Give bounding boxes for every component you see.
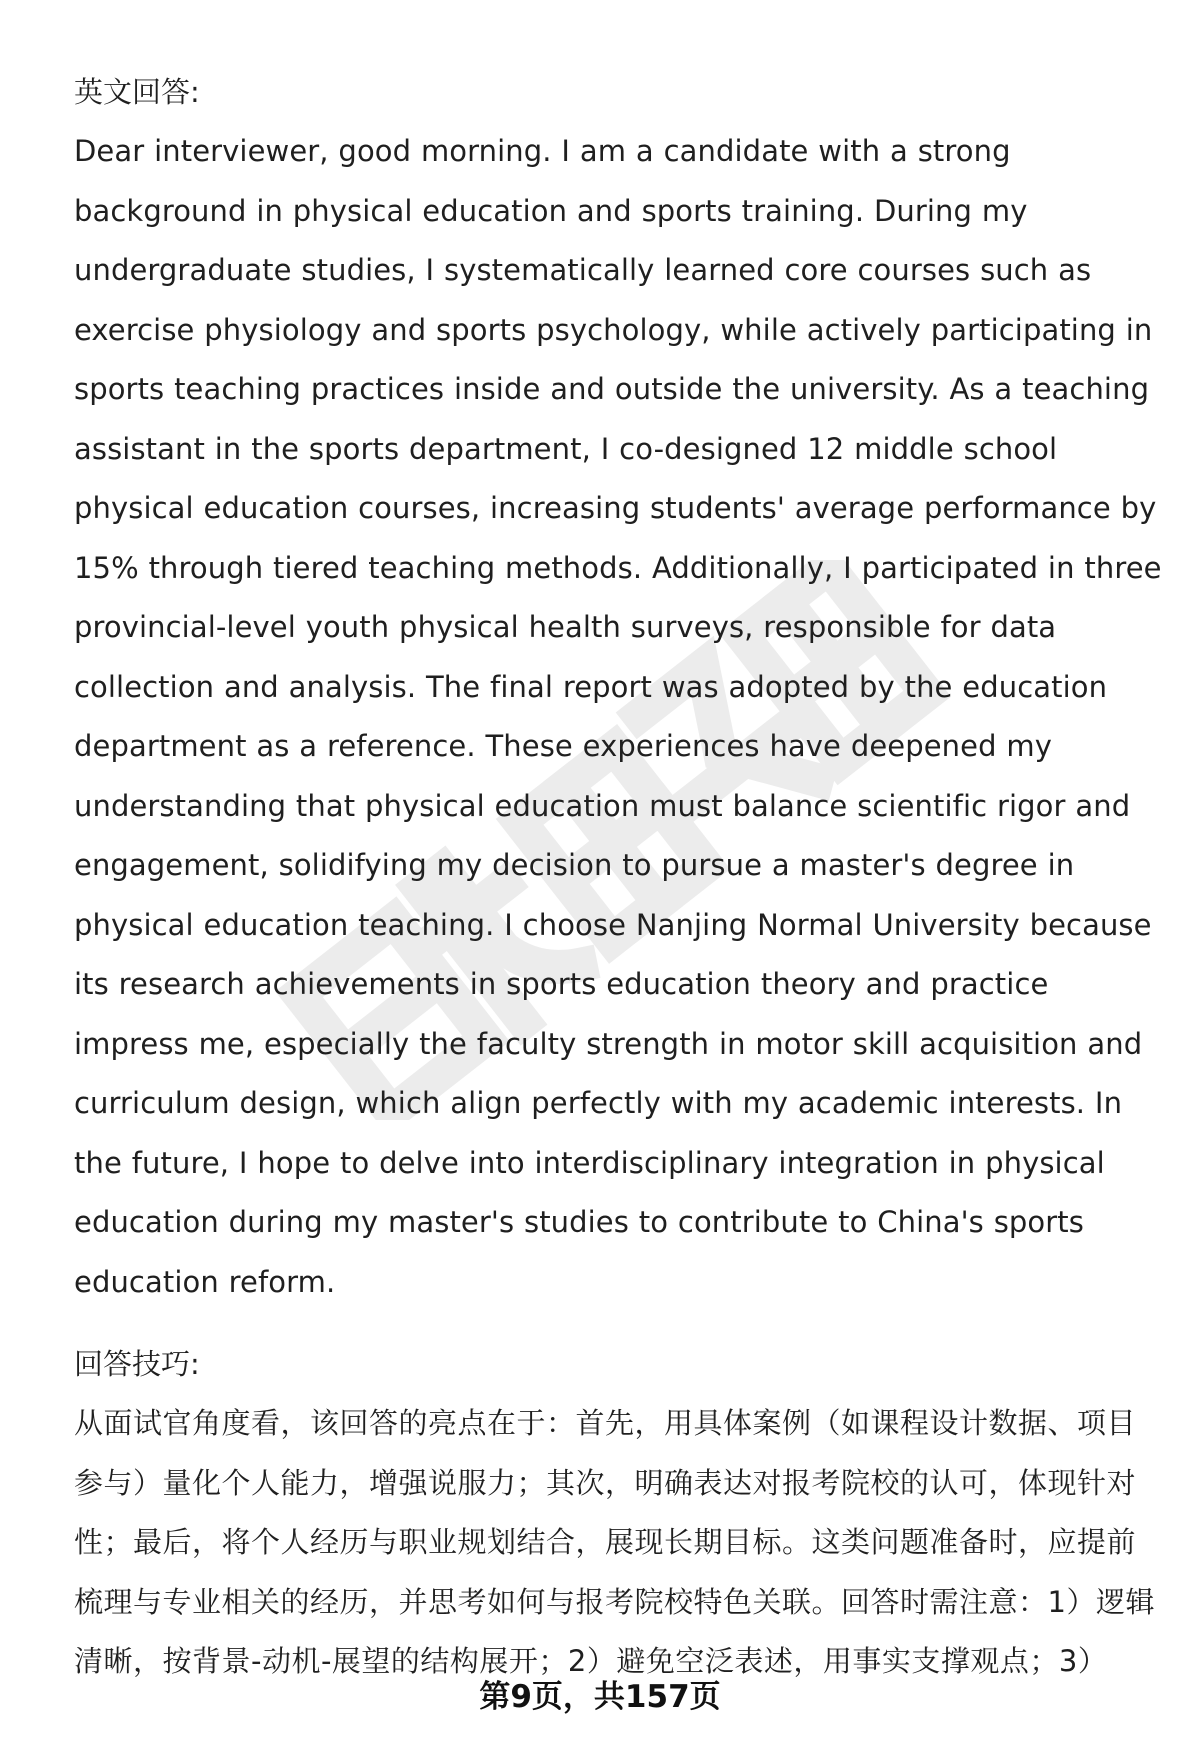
page-content <box>74 62 1164 1692</box>
english-answer-heading: 英文回答: <box>74 75 200 109</box>
answer-tips-heading: 回答技巧: <box>74 1347 200 1381</box>
page-number-footer: 第9页，共157页 <box>479 1679 721 1715</box>
answer-tips-text: 从面试官角度看，该回答的亮点在于：首先，用具体案例（如课程设计数据、项目参与）量化个人能力，增强说服力；其次，明确表达对报考院校的认可，体现针对性；最后，将个人经历与职业规划结合，展现长期目标。这类问题准备时，应提前梳理与专业相关的经历，并思考如何与报考院校特色关联。回答时需注意：1）逻辑清晰，按背景-动机-展望的结构展开；2）避免空泛表述，用事实支撑观点；3） <box>74 1406 1155 1678</box>
english-answer-text: Dear interviewer, good morning. I am a candidate with a strong background in physical education and sports training. During my undergraduate studies, I systematically learned core courses such as exercise physiology and sports psychology, while actively participating in sports teaching practices inside and outside the university. As a teaching assistant in the sports department, I co-designed 12 middle school physical education courses, increasing students' average performance by 15% through tiered teaching methods. Additionally, I participated in three provincial-level youth physical health surveys, responsible for data collection and analysis. The final report was adopted by the education department as a reference. These experiences have deepened my understanding that physical education must balance scientific rigor and engagement, solidifying my decision to pursue a master's degree in physical education teaching. I choose Nanjing Normal University because its research achievements in sports education theory and practice impress me, especially the faculty strength in motor skill acquisition and curriculum design, which align perfectly with my academic interests. In the future, I hope to delve into interdisciplinary integration in physical education during my master's studies to contribute to China's sports education reform. <box>74 134 1162 1299</box>
